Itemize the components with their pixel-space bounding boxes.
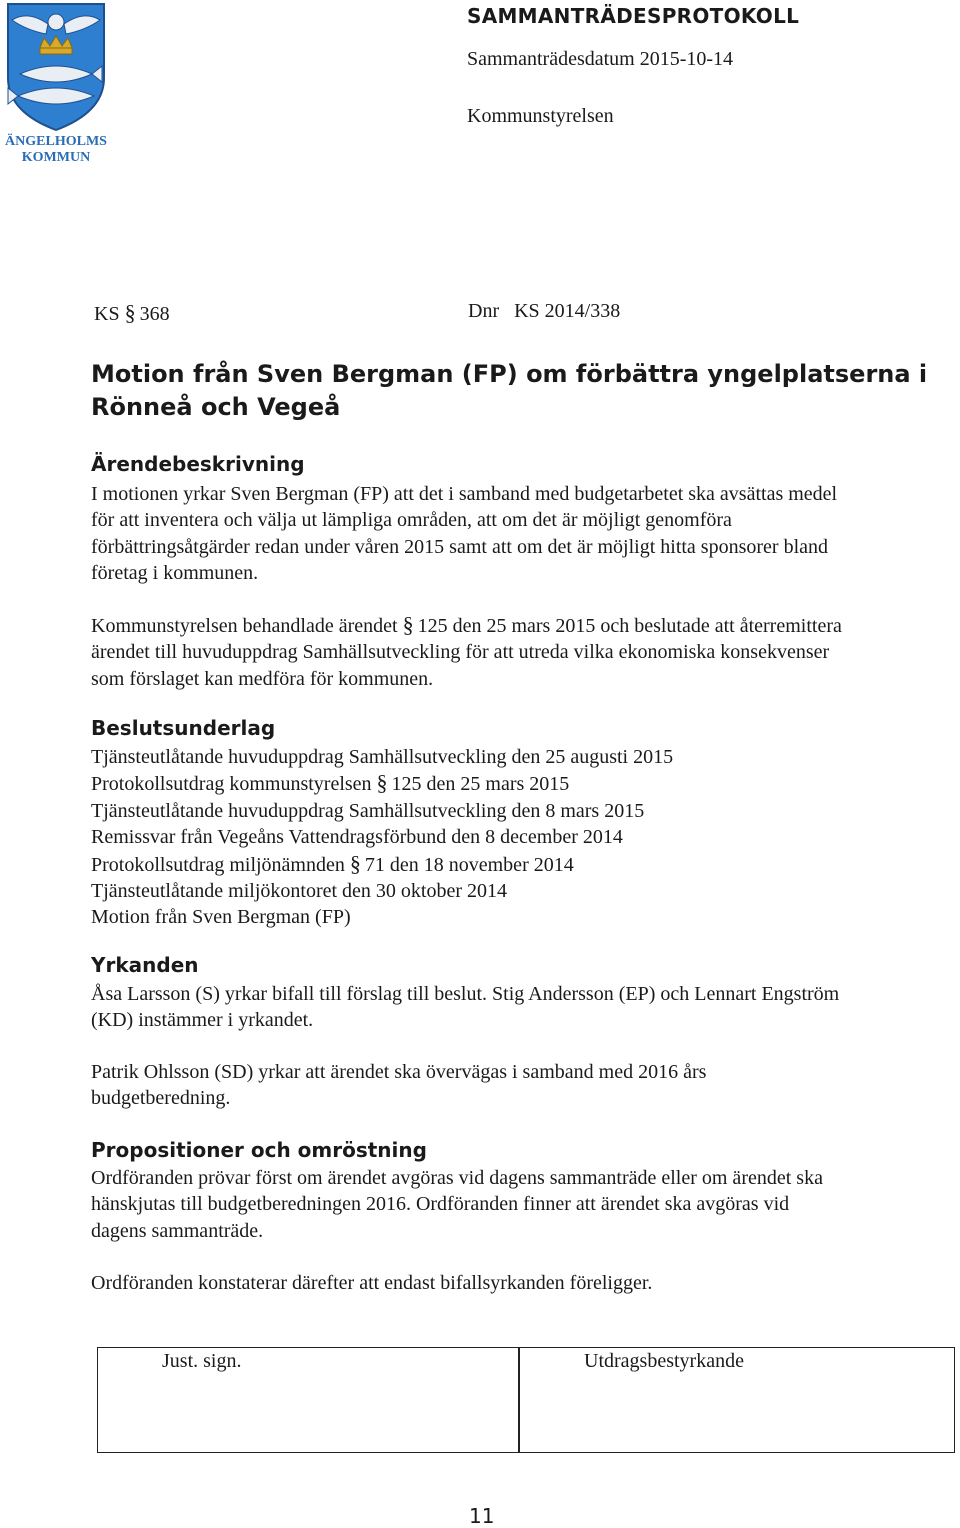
- list-item: Remissvar från Vegeåns Vattendragsförbund den 8 december 2014: [91, 826, 623, 849]
- signature-label-extract: Utdragsbestyrkande: [584, 1350, 744, 1372]
- paragraph-motions-1: [91, 981, 941, 1034]
- case-number: [94, 300, 170, 326]
- section-sign-icon: §: [402, 612, 414, 637]
- paragraph-previous-decision: [91, 612, 941, 692]
- list-item: Tjänsteutlåtande miljökontoret den 30 oktober 2014: [91, 880, 508, 903]
- paragraph-propositions-1: [91, 1165, 941, 1244]
- section-sign-icon: §: [376, 770, 388, 796]
- text-line: budgetberedning.: [91, 1087, 231, 1110]
- section-heading-arendebeskrivning: Ärendebeskrivning: [91, 452, 305, 476]
- text-fragment: Protokollsutdrag kommunstyrelsen: [91, 773, 372, 796]
- section-heading-beslutsunderlag: Beslutsunderlag: [91, 716, 276, 740]
- logo-text-line2: KOMMUN: [21, 150, 91, 165]
- document-type: SAMMANTRÄDESPROTOKOLL: [467, 4, 800, 28]
- section-sign-icon: §: [124, 300, 136, 325]
- list-item: Motion från Sven Bergman (FP): [91, 906, 351, 929]
- text-line: förbättringsåtgärder redan under våren 2015 samt att om det är möjligt hitta sponsorer bland: [91, 535, 829, 558]
- title-line: Rönneå och Vegeå: [91, 393, 341, 421]
- diary-number: [468, 300, 620, 323]
- text-line: Patrik Ohlsson (SD) yrkar att ärendet ska övervägas i samband med 2016 års: [91, 1061, 707, 1083]
- text-line: Ordföranden konstaterar därefter att endast bifallsyrkanden föreligger.: [91, 1272, 653, 1294]
- text-line: Åsa Larsson (S) yrkar bifall till förslag till beslut. Stig Andersson (EP) och Lennart Engström: [91, 983, 840, 1005]
- governing-body: Kommunstyrelsen: [467, 105, 614, 127]
- case-prefix: KS: [94, 303, 120, 325]
- section-heading-propositioner: Propositioner och omröstning: [91, 1138, 427, 1162]
- decision-basis-list: [91, 744, 941, 931]
- text-line: I motionen yrkar Sven Bergman (FP) att det i samband med budgetarbetet ska avsättas medel: [91, 483, 838, 505]
- text-line: ärendet till huvuduppdrag Samhällsutveckling för att utreda vilka ekonomiska konsekvenser: [91, 641, 830, 664]
- page-title: [91, 358, 928, 424]
- logo-caption: [0, 134, 112, 166]
- section-heading-yrkanden: Yrkanden: [91, 953, 199, 977]
- section-sign-icon: §: [349, 850, 361, 876]
- text-line: som förslaget kan medföra för kommunen.: [91, 667, 434, 690]
- case-section-number: 368: [139, 303, 170, 325]
- text-line: för att inventera och välja ut lämpliga områden, att om det är möjligt genomföra: [91, 509, 732, 532]
- signature-label-just-sign: Just. sign.: [162, 1350, 242, 1372]
- text-fragment: Protokollsutdrag miljönämnden: [91, 853, 345, 876]
- dnr-label: Dnr: [468, 300, 500, 322]
- signature-table: [97, 1347, 955, 1453]
- dnr-value: KS 2014/338: [514, 300, 621, 322]
- paragraph-motions-2: [91, 1059, 941, 1112]
- list-item: [91, 851, 941, 878]
- text-fragment: 125 den 25 mars 2015 och beslutade att återremittera: [417, 615, 842, 637]
- crest-icon: [0, 0, 112, 134]
- text-line: dagens sammanträde.: [91, 1219, 264, 1242]
- title-line: Motion från Sven Bergman (FP) om förbättra yngelplatserna i: [91, 360, 928, 388]
- text-line: företag i kommunen.: [91, 562, 259, 585]
- text-line: Ordföranden prövar först om ärendet avgöras vid dagens sammanträde eller om ärendet ska: [91, 1167, 823, 1189]
- list-item: [91, 770, 941, 797]
- text-fragment: 125 den 25 mars 2015: [391, 773, 570, 796]
- meeting-date: Sammanträdesdatum 2015-10-14: [467, 48, 734, 70]
- text-line: [91, 612, 941, 639]
- text-line: (KD) instämmer i yrkandet.: [91, 1009, 314, 1032]
- logo-text-line1: ÄNGELHOLMS: [5, 134, 107, 149]
- signature-divider: [518, 1348, 520, 1452]
- list-item: Tjänsteutlåtande huvuduppdrag Samhällsutveckling den 8 mars 2015: [91, 799, 645, 822]
- list-item: Tjänsteutlåtande huvuduppdrag Samhällsutveckling den 25 augusti 2015: [91, 746, 674, 768]
- municipality-logo: [0, 0, 112, 172]
- page-number: 11: [469, 1504, 495, 1528]
- paragraph-propositions-2: [91, 1270, 941, 1296]
- text-fragment: 71 den 18 november 2014: [364, 853, 574, 876]
- paragraph-motion-summary: [91, 481, 941, 587]
- text-line: hänskjutas till budgetberedningen 2016. Ordföranden finner att ärendet ska avgöras vid: [91, 1193, 790, 1216]
- text-fragment: Kommunstyrelsen behandlade ärendet: [91, 615, 398, 637]
